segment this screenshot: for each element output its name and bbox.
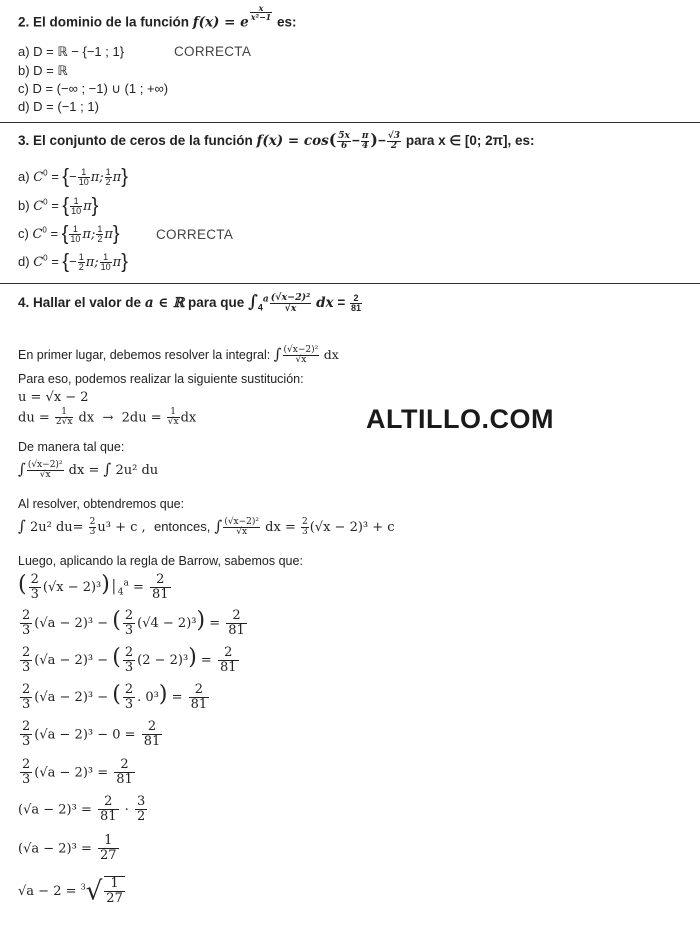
question-3-option-a: a) $C^0$ = {− $\frac{1}{10}$ π; $\frac{1}{2}$ π} xyxy=(18,166,128,188)
step-3: $\frac{2}{3}$ (√a − 2)³ − ( $\frac{2}{3}$ (2 − 2)³) = $\frac{2}{81}$ xyxy=(22,644,237,675)
question-4-title: 4. Hallar el valor de a ∈ ℝ para que $\int_4^a$ $\frac{\text{(√x−2)²}}{√x}$ dx = $\frac{2}{81}$ xyxy=(18,291,362,314)
question-3-title: 3. El conjunto de ceros de la función f(x) = cos( $\frac{5x}{6}$ − $\frac{\pi}{4}$ )− $\frac{√3}{2}$ para x ∈ [0; 2π], es: xyxy=(18,130,535,151)
step-8: (√a − 2)³ = $\frac{1}{27}$ xyxy=(18,833,117,864)
watermark: ALTILLO.COM xyxy=(366,404,554,434)
integral-intro: En primer lugar, debemos resolver la integral: ∫ $\frac{\text{(√x−2)²}}{√x}$ dx xyxy=(18,344,339,366)
resolver-text: Al resolver, obtendremos que: xyxy=(18,497,185,511)
step-2: $\frac{2}{3}$ (√a − 2)³ − ( $\frac{2}{3}$ (√4 − 2)³) = $\frac{2}{81}$ xyxy=(22,607,245,638)
integral-result: ∫ 2u² du= $\frac{2}{3}$ u³ + c , entonces, ∫ $\frac{\text{(√x−2)²}}{√x}$ dx = $\frac{2}{3}$ (√x − 2)³ + c xyxy=(18,516,395,537)
divider xyxy=(0,283,700,284)
question-3-option-c: c) $C^0$ = { $\frac{1}{10}$ π; $\frac{1}{2}$ π} xyxy=(18,223,120,245)
question-3-option-b: b) $C^0$ = { $\frac{1}{10}$ π} xyxy=(18,195,99,217)
step-7: (√a − 2)³ = $\frac{2}{81}$ · $\frac{3}{2}$ xyxy=(18,794,146,825)
step-9: √a − 2 = $^3$√ $\frac{1}{27}$ xyxy=(18,876,123,907)
step-1: ( $\frac{2}{3}$ $(√x - 2)^3)│_4^a$ = $\frac{2}{81}$ xyxy=(18,571,169,602)
question-2-title: 2. El dominio de la función f(x) = e $^{\frac{x}{\text{x²−1}}}$ es: xyxy=(18,3,297,31)
question-2-option-b: b) D = ℝ xyxy=(18,63,68,78)
question-2-option-c: c) D = (−∞ ; −1) ∪ (1 ; +∞) xyxy=(18,81,169,96)
barrow-text: Luego, aplicando la regla de Barrow, sabemos que: xyxy=(18,554,303,568)
substitution-intro: Para eso, podemos realizar la siguiente sustitución: xyxy=(18,372,304,386)
step-5: $\frac{2}{3}$ (√a − 2)³ − 0 = $\frac{2}{81}$ xyxy=(22,719,161,750)
u-definition: u = √x − 2 xyxy=(18,390,89,405)
step-6: $\frac{2}{3}$ (√a − 2)³ = $\frac{2}{81}$ xyxy=(22,757,133,788)
question-2-option-d: d) D = (−1 ; 1) xyxy=(18,99,99,114)
manera-text: De manera tal que: xyxy=(18,440,125,454)
divider xyxy=(0,122,700,123)
step-4: $\frac{2}{3}$ (√a − 2)³ − ( $\frac{2}{3}$ . 0³) = $\frac{2}{81}$ xyxy=(22,681,208,712)
integral-substituted: ∫ $\frac{\text{(√x−2)²}}{√x}$ dx = ∫ 2u² du xyxy=(18,459,159,480)
question-3-correct-badge: CORRECTA xyxy=(156,227,234,242)
du-definition: du = $\frac{1}{2√x}$ dx → 2du = $\frac{1}{√x}$ dx xyxy=(18,407,197,428)
question-2-correct-badge: CORRECTA xyxy=(174,44,252,59)
question-3-option-d: d) $C^0$ = {− $\frac{1}{2}$ π; $\frac{1}{10}$ π} xyxy=(18,251,128,273)
question-2-option-a: a) D = ℝ − {−1 ; 1} xyxy=(18,44,125,59)
